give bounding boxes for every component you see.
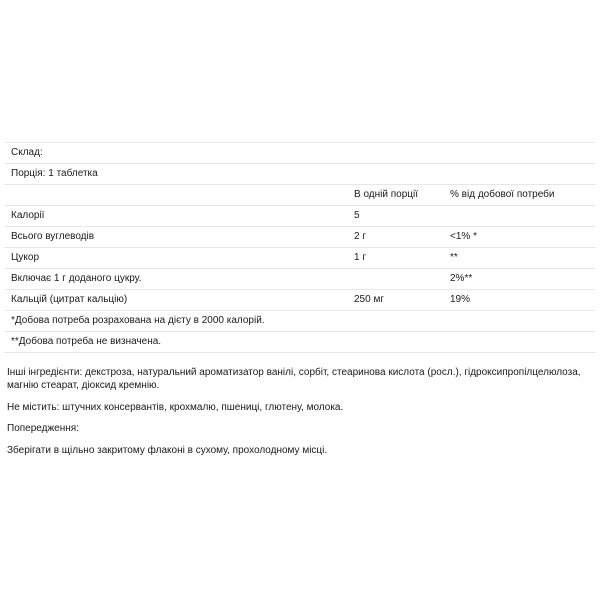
table-row [5, 227, 595, 248]
nutrient-daily-value [444, 206, 595, 227]
nutrient-daily-value: 2%** [444, 269, 595, 290]
nutrient-name: Включає 1 г доданого цукру. [5, 269, 348, 290]
other-ingredients-text: Інші інгредієнти: декстроза, натуральний ароматизатор ванілі, сорбіт, стеаринова кислота (росл.), гідроксипропілцелюлоза, магнію стеарат, діоксид кремнію. [7, 367, 581, 391]
nutrient-amount [348, 269, 444, 290]
nutrient-name: Кальцій (цитрат кальцію) [5, 290, 348, 311]
nutrition-table [5, 142, 595, 353]
table-row [5, 206, 595, 227]
composition-title: Склад: [5, 143, 595, 164]
table-header-row [5, 185, 595, 206]
storage-text: Зберігати в щільно закритому флаконі в сухому, прохолодному місці. [7, 445, 328, 456]
footnote-not-established: **Добова потреба не визначена. [5, 332, 595, 353]
nutrient-amount: 250 мг [348, 290, 444, 311]
nutrient-daily-value: 19% [444, 290, 595, 311]
header-daily-value: % від добової потреби [444, 185, 595, 206]
header-per-serving: В одній порції [348, 185, 444, 206]
composition-row [5, 143, 595, 164]
warnings-title: Попередження: [7, 423, 79, 434]
nutrient-daily-value: ** [444, 248, 595, 269]
table-row [5, 290, 595, 311]
nutrient-daily-value: <1% * [444, 227, 595, 248]
footnote-row [5, 311, 595, 332]
header-empty-cell [5, 185, 348, 206]
nutrient-name: Всього вуглеводів [5, 227, 348, 248]
nutrient-amount: 5 [348, 206, 444, 227]
nutrient-amount: 2 г [348, 227, 444, 248]
table-row [5, 248, 595, 269]
nutrient-name: Калорії [5, 206, 348, 227]
nutrient-amount: 1 г [348, 248, 444, 269]
table-row [5, 269, 595, 290]
serving-size: Порція: 1 таблетка [5, 164, 595, 185]
footnote-daily-diet: *Добова потреба розрахована на дієту в 2000 калорій. [5, 311, 595, 332]
nutrient-name: Цукор [5, 248, 348, 269]
footnote-row [5, 332, 595, 353]
free-from-text: Не містить: штучних консервантів, крохмалю, пшениці, глютену, молока. [7, 402, 344, 413]
serving-row [5, 164, 595, 185]
